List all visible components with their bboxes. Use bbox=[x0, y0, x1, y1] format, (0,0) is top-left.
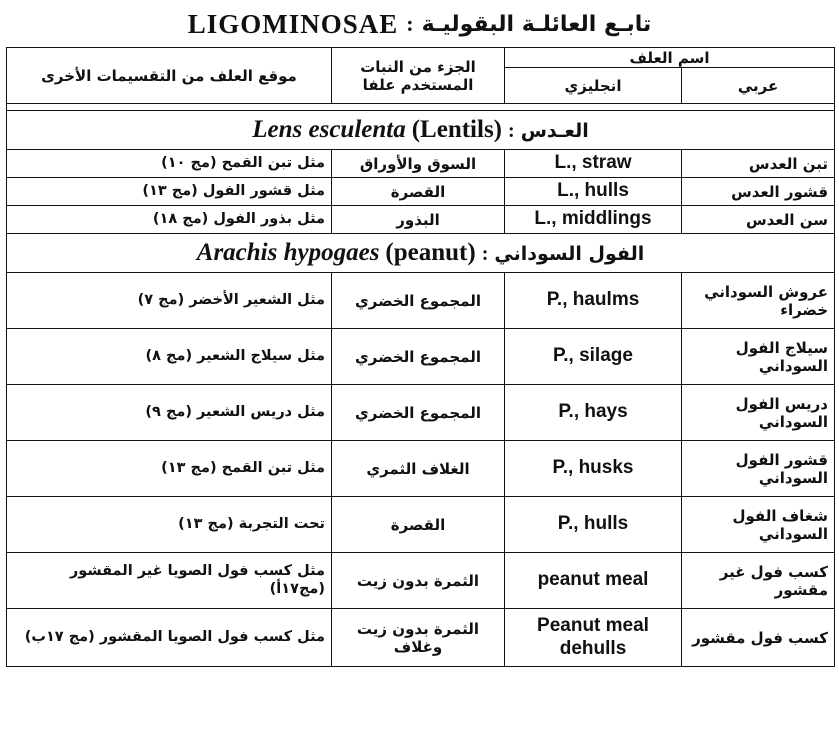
cell-arabic-name: كسب فول غير مقشور bbox=[682, 553, 835, 609]
cell-arabic-name: تبن العدس bbox=[682, 150, 835, 178]
cell-english-name: L., hulls bbox=[505, 178, 682, 206]
cell-english-name: L., middlings bbox=[505, 206, 682, 234]
header-plant-part: الجزء من النبات المستخدم علفا bbox=[332, 48, 505, 104]
cell-location: مثل دريس الشعير (مج ٩) bbox=[7, 385, 332, 441]
cell-location: مثل بذور الفول (مج ١٨) bbox=[7, 206, 332, 234]
header-feed-name: اسم العلف bbox=[505, 48, 835, 68]
table-row bbox=[7, 273, 835, 329]
cell-location: مثل تبن القمح (مج ١٠) bbox=[7, 150, 332, 178]
cell-arabic-name: كسب فول مقشور bbox=[682, 609, 835, 667]
section-heading bbox=[7, 111, 835, 150]
spacer-row bbox=[7, 104, 835, 111]
section-english: (Lentils) bbox=[411, 116, 503, 143]
title-colon: : bbox=[406, 11, 414, 36]
cell-arabic-name: دريس الفول السوداني bbox=[682, 385, 835, 441]
title-latin: LIGOMINOSAE bbox=[187, 8, 399, 39]
cell-english-name: P., haulms bbox=[505, 273, 682, 329]
header-english: انجليزي bbox=[505, 68, 682, 104]
cell-arabic-name: شغاف الفول السوداني bbox=[682, 497, 835, 553]
section-colon: : bbox=[481, 243, 489, 265]
cell-location: مثل كسب فول الصويا المقشور (مج ١٧ب) bbox=[7, 609, 332, 667]
cell-plant-part: السوق والأوراق bbox=[332, 150, 505, 178]
cell-location: تحت التجربة (مج ١٣) bbox=[7, 497, 332, 553]
cell-english-name: L., straw bbox=[505, 150, 682, 178]
cell-arabic-name: سن العدس bbox=[682, 206, 835, 234]
document-title bbox=[0, 4, 839, 44]
cell-location: مثل سيلاج الشعير (مج ٨) bbox=[7, 329, 332, 385]
feed-table bbox=[6, 47, 835, 667]
table-row bbox=[7, 206, 835, 234]
cell-english-name: P., silage bbox=[505, 329, 682, 385]
cell-plant-part: الثمرة بدون زيت bbox=[332, 553, 505, 609]
table-row bbox=[7, 150, 835, 178]
cell-english-name: P., husks bbox=[505, 441, 682, 497]
section-english: (peanut) bbox=[385, 239, 476, 266]
cell-english-name: P., hulls bbox=[505, 497, 682, 553]
header-location: موقع العلف من التقسيمات الأخرى bbox=[7, 48, 332, 104]
section-arabic: الفول السوداني bbox=[494, 243, 645, 265]
cell-arabic-name: سيلاج الفول السوداني bbox=[682, 329, 835, 385]
header-arabic: عربي bbox=[682, 68, 835, 104]
table-row bbox=[7, 553, 835, 609]
cell-plant-part: القصرة bbox=[332, 497, 505, 553]
table-row bbox=[7, 178, 835, 206]
table-row bbox=[7, 385, 835, 441]
cell-arabic-name: عروش السوداني خضراء bbox=[682, 273, 835, 329]
cell-location: مثل تبن القمح (مج ١٣) bbox=[7, 441, 332, 497]
table-row bbox=[7, 497, 835, 553]
cell-location: مثل كسب فول الصويا غير المقشور (مج١٧أ) bbox=[7, 553, 332, 609]
cell-english-name: Peanut meal dehulls bbox=[505, 609, 682, 667]
section-latin: Lens esculenta bbox=[252, 116, 406, 143]
cell-location: مثل قشور الفول (مج ١٣) bbox=[7, 178, 332, 206]
cell-plant-part: المجموع الخضري bbox=[332, 273, 505, 329]
table-row bbox=[7, 329, 835, 385]
cell-arabic-name: قشور الفول السوداني bbox=[682, 441, 835, 497]
cell-plant-part: الغلاف الثمري bbox=[332, 441, 505, 497]
table-row bbox=[7, 441, 835, 497]
table-row bbox=[7, 609, 835, 667]
section-row-peanut bbox=[7, 234, 835, 273]
cell-plant-part: القصرة bbox=[332, 178, 505, 206]
title-arabic: تابـع العائلـة البقوليـة bbox=[421, 11, 652, 37]
cell-plant-part: المجموع الخضري bbox=[332, 329, 505, 385]
section-row-lentils bbox=[7, 111, 835, 150]
cell-plant-part: المجموع الخضري bbox=[332, 385, 505, 441]
cell-location: مثل الشعير الأخضر (مج ٧) bbox=[7, 273, 332, 329]
cell-plant-part: البذور bbox=[332, 206, 505, 234]
section-heading bbox=[7, 234, 835, 273]
section-colon: : bbox=[508, 120, 515, 142]
section-arabic: العـدس bbox=[520, 120, 589, 142]
cell-english-name: P., hays bbox=[505, 385, 682, 441]
cell-arabic-name: قشور العدس bbox=[682, 178, 835, 206]
cell-english-name: peanut meal bbox=[505, 553, 682, 609]
cell-plant-part: الثمرة بدون زيت وغلاف bbox=[332, 609, 505, 667]
section-latin: Arachis hypogaes bbox=[196, 239, 380, 266]
